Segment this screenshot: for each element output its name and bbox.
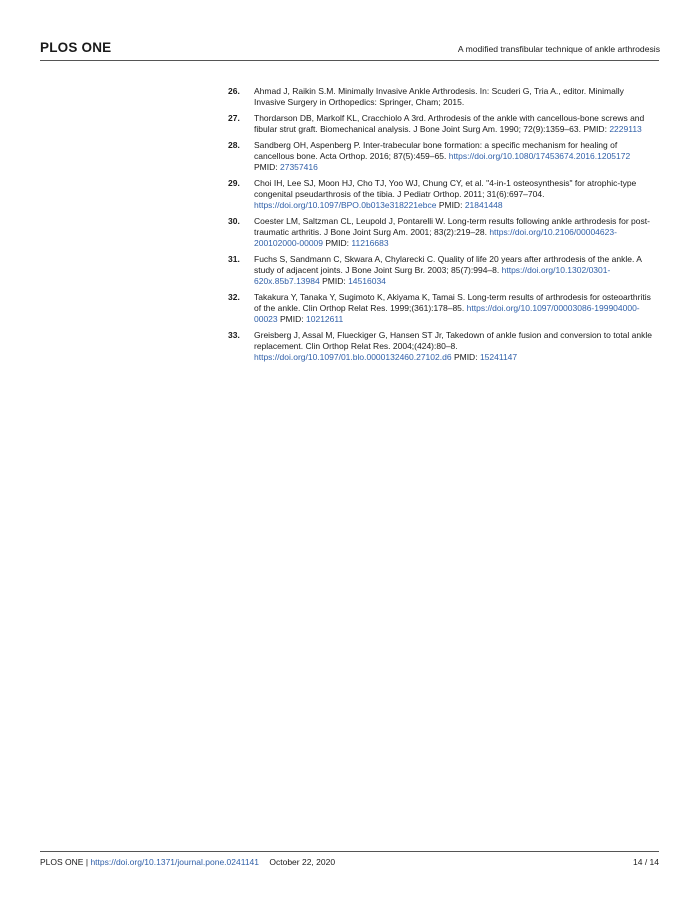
reference-text: Sandberg OH, Aspenberg P. Inter-trabecular bone formation: a specific mechanism for healing of cancellous bone. Acta Orthop. 2016; 87(5):459–65. [254, 140, 618, 162]
reference-item [228, 216, 656, 248]
reference-pmid-link[interactable]: 11216683 [351, 237, 389, 248]
pmid-label: PMID: [453, 351, 478, 362]
header-rule [40, 60, 659, 61]
reference-doi-link[interactable]: https://doi.org/10.1097/00003086-199904000-00023 [254, 303, 640, 324]
reference-item [228, 178, 656, 210]
reference-text: Fuchs S, Sandmann C, Skwara A, Chylarecki C. Quality of life 20 years after arthrodesis of the ankle. A study of adjacent joints. J Bone Joint Surg Br. 2003; 85(7):994–8. [254, 254, 642, 276]
reference-text: Coester LM, Saltzman CL, Leupold J, Pontarelli W. Long-term results following ankle arthrodesis for post-traumatic arthritis. J Bone Joint Surg Am. 2001; 83(2):219–28. [254, 216, 650, 238]
reference-number: 26. [228, 86, 240, 96]
page-number: 14 / 14 [633, 857, 659, 867]
reference-doi-link[interactable]: https://doi.org/10.1080/17453674.2016.1205172 [448, 151, 631, 162]
reference-text: Greisberg J, Assal M, Flueckiger G, Hansen ST Jr, Takedown of ankle fusion and conversion to total ankle replacement. Clin Orthop Relat Res. 2004;(424):80–8. [254, 330, 652, 352]
reference-list [228, 86, 656, 368]
reference-doi-link[interactable]: https://doi.org/10.1302/0301-620x.85b7.13984 [254, 265, 611, 286]
reference-text: Ahmad J, Raikin S.M. Minimally Invasive Ankle Arthrodesis. In: Scuderi G, Tria A., editor. Minimally Invasive Surgery in Orthopedics: Springer, Cham; 2015. [254, 86, 624, 107]
reference-number: 27. [228, 113, 240, 124]
reference-number: 30. [228, 216, 240, 227]
reference-pmid-link[interactable]: 2229113 [609, 123, 642, 134]
reference-text: Thordarson DB, Markolf KL, Cracchiolo A 3rd. Arthrodesis of the ankle with cancellous-bone screws and fibular strut graft. Biomechanical analysis. J Bone Joint Surg Am. 1990; 72(9):1359–63. PMID: [254, 113, 645, 134]
reference-number: 33. [228, 330, 240, 341]
reference-pmid-link[interactable]: 21841448 [464, 199, 503, 210]
reference-pmid-link[interactable]: 10212611 [306, 313, 344, 324]
pmid-label: PMID: [325, 237, 350, 248]
footer-journal: PLOS ONE [40, 857, 84, 867]
reference-text: Choi IH, Lee SJ, Moon HJ, Cho TJ, Yoo WJ, Chung CY, et al. "4-in-1 osteosynthesis" for atrophic-type congenital pseudarthrosis of the tibia. J Pediatr Orthop. 2011; 31(6):697–704. [254, 178, 637, 200]
running-title: A modified transfibular technique of ankle arthrodesis [457, 44, 660, 54]
footer-separator: | [85, 857, 89, 867]
reference-number: 31. [228, 254, 240, 265]
reference-item [228, 140, 656, 172]
reference-text: Takakura Y, Tanaka Y, Sugimoto K, Akiyama K, Tamai S. Long-term results of arthrodesis for osteoarthritis of the ankle. Clin Orthop Relat Res. 1999;(361):178–85. [254, 292, 651, 314]
reference-item [228, 330, 656, 362]
reference-item [228, 86, 656, 108]
footer-doi-link[interactable]: https://doi.org/10.1371/journal.pone.0241141 [90, 857, 259, 867]
pmid-label: PMID: [322, 275, 346, 286]
reference-item [228, 292, 656, 324]
reference-number: 29. [228, 178, 240, 189]
reference-doi-link[interactable]: https://doi.org/10.1097/01.blo.0000132460.27102.d6 [254, 351, 452, 362]
footer-date: October 22, 2020 [269, 857, 336, 867]
reference-doi-link[interactable]: https://doi.org/10.1097/BPO.0b013e318221ebce [254, 199, 437, 210]
reference-pmid-link[interactable]: 27357416 [280, 161, 318, 172]
reference-pmid-link[interactable]: 15241147 [479, 351, 518, 362]
journal-brand: PLOS ONE [40, 40, 112, 55]
reference-doi-link[interactable]: https://doi.org/10.2106/00004623-200102000-00009 [254, 227, 617, 248]
reference-item [228, 254, 656, 286]
pmid-label: PMID: [280, 313, 304, 324]
pmid-label: PMID: [254, 161, 278, 172]
reference-item [228, 113, 656, 135]
reference-pmid-link[interactable]: 14516034 [348, 275, 386, 286]
pmid-label: PMID: [438, 199, 463, 210]
footer-citation [40, 857, 335, 867]
reference-number: 32. [228, 292, 240, 303]
reference-number: 28. [228, 140, 240, 151]
footer-rule [40, 851, 659, 852]
